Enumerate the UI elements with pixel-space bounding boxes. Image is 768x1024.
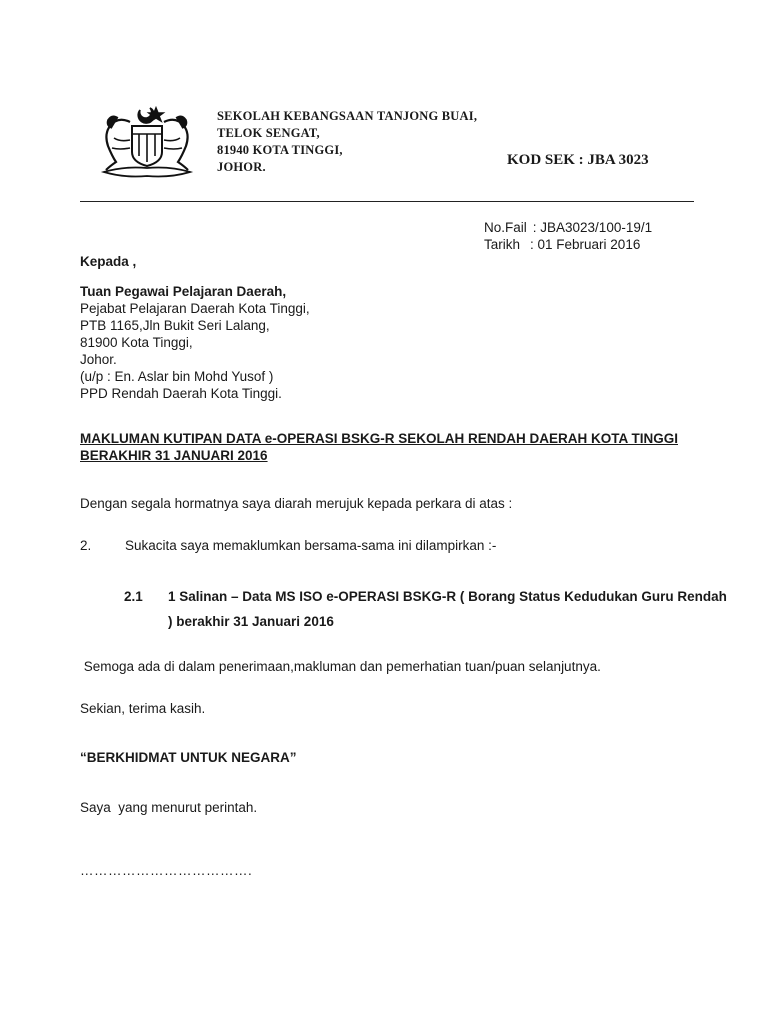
attention-line: (u/p : En. Aslar bin Mohd Yusof )	[80, 369, 274, 384]
reference-block	[484, 219, 652, 253]
item-text: 1 Salinan – Data MS ISO e-OPERASI BSKG-R ( Borang Status Kedudukan Guru Rendah ) berakhir 31 Januari 2016	[168, 589, 727, 629]
address-line: PTB 1165,Jln Bukit Seri Lalang,	[80, 318, 270, 333]
coat-of-arms-icon	[96, 104, 198, 180]
school-name: SEKOLAH KEBANGSAAN TANJONG BUAI,	[217, 109, 478, 123]
address-line: 81900 Kota Tinggi,	[80, 335, 193, 350]
recipient-address	[80, 283, 310, 402]
date-row	[484, 236, 652, 253]
opening-paragraph: Dengan segala hormatnya saya diarah merujuk kepada perkara di atas :	[80, 496, 513, 511]
address-line: TELOK SENGAT,	[217, 126, 320, 140]
address-line: 81940 KOTA TINGGI,	[217, 143, 343, 157]
letterhead-divider	[80, 201, 694, 202]
motto: “BERKHIDMAT UNTUK NEGARA”	[80, 750, 297, 765]
recipient-title: Tuan Pegawai Pelajaran Daerah,	[80, 284, 287, 299]
to-label: Kepada ,	[80, 254, 137, 269]
date-value: : 01 Februari 2016	[530, 237, 641, 252]
closing-paragraph: Semoga ada di dalam penerimaan,makluman dan pemerhatian tuan/puan selanjutnya.	[80, 659, 601, 674]
point-2	[80, 537, 496, 554]
point-text: Sukacita saya memaklumkan bersama-sama ini dilampirkan :-	[125, 538, 497, 553]
item-number: 2.1	[124, 589, 143, 604]
file-number-label: No.Fail	[484, 220, 527, 235]
file-number-row	[484, 219, 652, 236]
subject-heading: MAKLUMAN KUTIPAN DATA e-OPERASI BSKG-R SEKOLAH RENDAH DAERAH KOTA TINGGI BERAKHIR 31 JANUARI 2016	[80, 431, 678, 463]
signature-line: ……………………………….	[80, 863, 253, 878]
address-line: PPD Rendah Daerah Kota Tinggi.	[80, 386, 282, 401]
address-line: JOHOR.	[217, 160, 266, 174]
address-line: Pejabat Pelajaran Daerah Kota Tinggi,	[80, 301, 310, 316]
address-line: Johor.	[80, 352, 117, 367]
sign-off: Saya yang menurut perintah.	[80, 800, 258, 815]
school-address	[217, 108, 477, 176]
file-number-value: : JBA3023/100-19/1	[532, 220, 653, 235]
point-number: 2.	[80, 538, 92, 553]
date-label: Tarikh	[484, 237, 521, 252]
thanks-line: Sekian, terima kasih.	[80, 701, 206, 716]
school-code: KOD SEK : JBA 3023	[507, 152, 649, 168]
